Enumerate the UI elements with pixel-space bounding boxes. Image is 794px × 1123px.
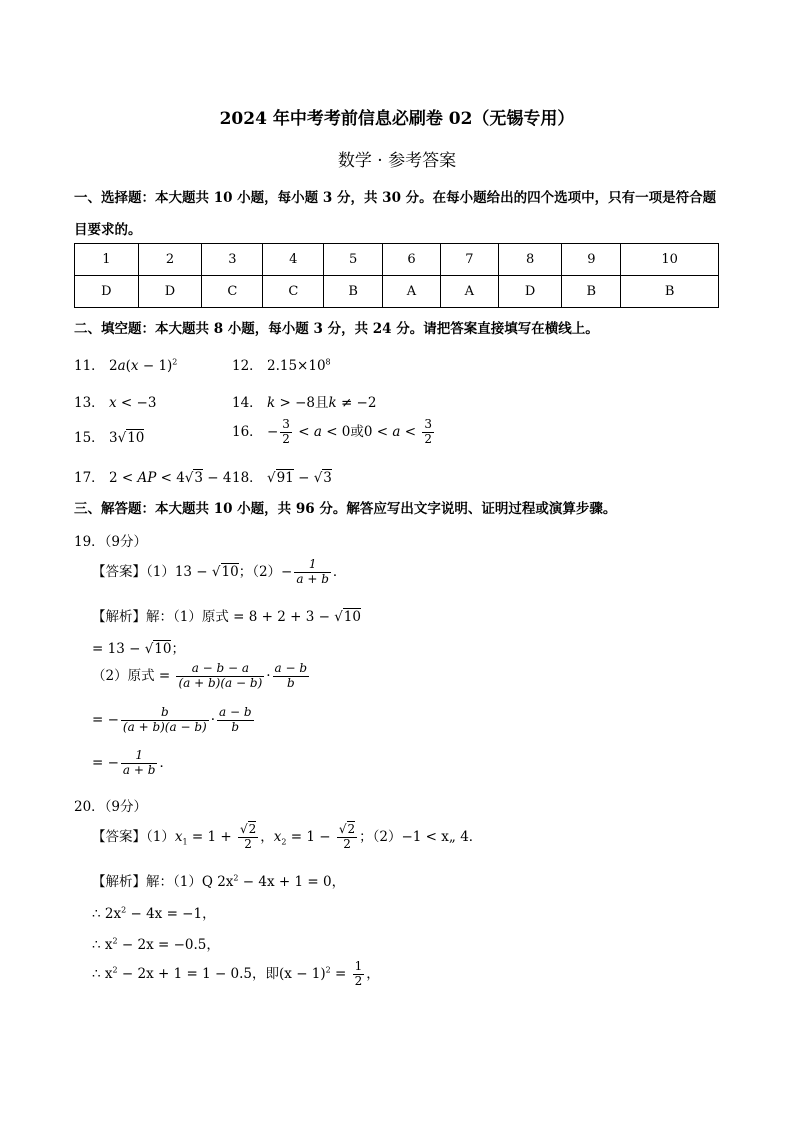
table-cell: C [263, 276, 324, 308]
question-20-answer: 【答案】$(1)x_1 = 1$ + $\frac{√2}{2}$ ，$x_2 = 1$ − $\frac{√2}{2}$ ；（2）−1 < x„ 4． [92, 822, 483, 851]
question-19-step: = − $\frac{b}{(a + b)(a - b)}$ · $\frac{a - b}{b}$ [92, 705, 252, 734]
answer-11: 11． $2a(x - 1)^2$ [74, 357, 178, 374]
table-cell: 3 [202, 244, 263, 276]
question-19-solution: 【解析】解：（1）原式 = 8 + 2 + 3 − √10 [92, 609, 361, 625]
table-cell: 5 [324, 244, 383, 276]
table-cell: 9 [562, 244, 621, 276]
question-19-header: 19．（9分） [74, 534, 148, 550]
answer-16: 16． − $\frac{3}{2}$ < a < 0或0 < a < $\frac{3}{2}$ [232, 417, 432, 446]
section-1-heading-cont: 目要求的。 [74, 222, 142, 238]
table-cell: C [202, 276, 263, 308]
question-19-step: = − $\frac{1}{a + b}$ ． [92, 748, 173, 777]
table-cell: 4 [263, 244, 324, 276]
question-20-header: 20．（9分） [74, 799, 148, 815]
answer-15: 15． 3√10 [74, 430, 145, 446]
table-cell: 7 [440, 244, 498, 276]
answer-18: 18． √91 − √3 [232, 470, 332, 486]
table-cell: 2 [138, 244, 202, 276]
table-cell: B [562, 276, 621, 308]
section-2-heading: 二、填空题：本大题共 8 小题，每小题 3 分，共 24 分。请把答案直接填写在横线上。 [74, 321, 599, 337]
table-cell: 10 [621, 244, 719, 276]
table-cell: B [621, 276, 719, 308]
answer-12: 12． $2.15\times 10^8$ [232, 357, 331, 374]
answer-14: 14． k > −8且k ≠ −2 [232, 395, 377, 411]
table-cell: D [138, 276, 202, 308]
table-cell: 6 [383, 244, 441, 276]
table-row [75, 276, 719, 308]
table-cell: D [498, 276, 562, 308]
table-cell: B [324, 276, 383, 308]
page-subtitle: 数学 · 参考答案 [337, 151, 457, 171]
question-20-step: ∴ $2x^2 - 4x = -1$， [92, 905, 216, 922]
answer-table [74, 243, 719, 308]
section-1-heading: 一、选择题：本大题共 10 小题，每小题 3 分，共 30 分。在每小题给出的四个选项中，只有一项是符合题 [74, 190, 717, 206]
answer-17: 17． 2 < AP < 4√3 − 4 [74, 470, 232, 486]
table-cell: A [383, 276, 441, 308]
question-20-step: ∴ $x^2 - 2x + 1 = 1 - 0.5$，即$(x - 1)^2$ = $\frac{1}{2}$ ， [92, 959, 380, 988]
table-row [75, 244, 719, 276]
question-19-answer: 【答案】（1）13 − √10；（2）− $\frac{1}{a + b}$ ． [92, 557, 347, 586]
question-20-solution: 【解析】解：（1）Q $2x^2 - 4x + 1 = 0$， [92, 873, 346, 890]
table-cell: 8 [498, 244, 562, 276]
table-cell: 1 [75, 244, 139, 276]
question-19-step: = 13 − √10； [92, 641, 185, 657]
question-20-step: ∴ $x^2 - 2x = -0.5$， [92, 936, 220, 953]
answer-13: 13． x < −3 [74, 395, 157, 411]
page-title: 2024 年中考考前信息必刷卷 02（无锡专用） [219, 109, 575, 129]
section-3-heading: 三、解答题：本大题共 10 小题，共 96 分。解答应写出文字说明、证明过程或演算步骤。 [74, 501, 617, 517]
table-cell: A [440, 276, 498, 308]
table-cell: D [75, 276, 139, 308]
question-19-step: （2）原式 = $\frac{a - b - a}{(a + b)(a - b)}$ · $\frac{a - b}{b}$ [92, 661, 308, 690]
